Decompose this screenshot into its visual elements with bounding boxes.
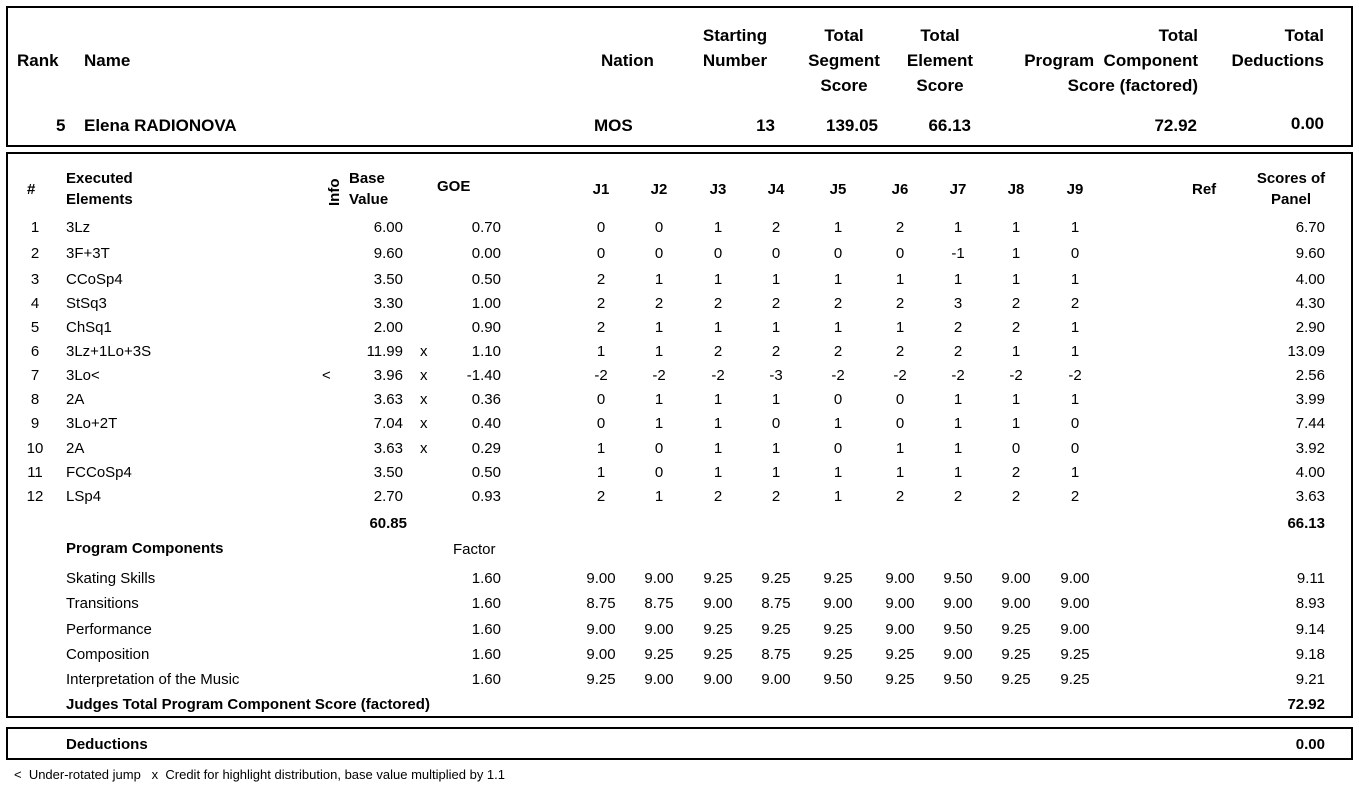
element-goe: 0.50 xyxy=(471,464,501,481)
element-base-value: 6.00 xyxy=(373,219,403,236)
component-judge-score: 9.00 xyxy=(885,595,915,612)
base-value-total: 60.85 xyxy=(369,515,407,532)
element-judge-score: 1 xyxy=(654,271,664,288)
element-judge-score: -1 xyxy=(951,245,965,262)
component-judge-score: 9.50 xyxy=(823,671,853,688)
element-judge-score: 2 xyxy=(771,219,781,236)
element-panel-score: 3.63 xyxy=(1295,488,1325,505)
element-highlight-flag: x xyxy=(420,343,428,360)
element-judge-score: 0 xyxy=(596,245,606,262)
component-judge-score: 9.25 xyxy=(1001,621,1031,638)
element-judge-score: 1 xyxy=(713,440,723,457)
component-judge-score: 9.00 xyxy=(586,621,616,638)
component-judge-score: 9.25 xyxy=(586,671,616,688)
element-judge-score: 2 xyxy=(596,295,606,312)
component-name: Interpretation of the Music xyxy=(66,671,240,688)
element-goe: 0.93 xyxy=(471,488,501,505)
element-judge-score: 1 xyxy=(713,271,723,288)
element-number: 5 xyxy=(30,319,40,336)
starting-number-value: 13 xyxy=(756,116,775,135)
element-number: 4 xyxy=(30,295,40,312)
element-judge-score: 1 xyxy=(1011,245,1021,262)
factor-header: Factor xyxy=(453,541,496,558)
element-goe: 1.10 xyxy=(471,343,501,360)
nation-value: MOS xyxy=(594,116,633,135)
element-code: 3F+3T xyxy=(66,245,110,262)
component-panel-score: 8.93 xyxy=(1295,595,1325,612)
element-judge-score: 0 xyxy=(771,415,781,432)
element-code: ChSq1 xyxy=(66,319,112,336)
component-factor: 1.60 xyxy=(471,621,501,638)
component-judge-score: 9.25 xyxy=(703,570,733,587)
component-judge-score: 9.00 xyxy=(644,671,674,688)
element-panel-score: 2.56 xyxy=(1295,367,1325,384)
component-judge-score: 9.25 xyxy=(885,646,915,663)
element-judge-score: 2 xyxy=(953,488,963,505)
element-judge-score: 1 xyxy=(1011,343,1021,360)
component-judge-score: 9.00 xyxy=(703,595,733,612)
element-goe: 0.50 xyxy=(471,271,501,288)
component-panel-score: 9.18 xyxy=(1295,646,1325,663)
element-judge-score: 2 xyxy=(953,343,963,360)
element-number: 12 xyxy=(26,488,44,505)
component-judge-score: 9.00 xyxy=(1001,570,1031,587)
element-base-value: 3.30 xyxy=(373,295,403,312)
element-judge-score: 2 xyxy=(953,319,963,336)
component-judge-score: 9.00 xyxy=(703,671,733,688)
component-judge-score: 9.25 xyxy=(1060,671,1090,688)
total-deductions-value: 0.00 xyxy=(1290,114,1324,133)
element-panel-score: 7.44 xyxy=(1295,415,1325,432)
element-judge-score: 1 xyxy=(1070,391,1080,408)
col-starting-header: Starting Number xyxy=(702,26,768,70)
element-judge-score: 1 xyxy=(1070,219,1080,236)
element-judge-score: 0 xyxy=(1070,415,1080,432)
element-judge-score: 2 xyxy=(713,488,723,505)
element-judge-score: 1 xyxy=(771,464,781,481)
element-highlight-flag: x xyxy=(420,415,428,432)
component-judge-score: 8.75 xyxy=(586,595,616,612)
element-judge-score: 3 xyxy=(953,295,963,312)
element-judge-score: 2 xyxy=(596,271,606,288)
element-base-value: 9.60 xyxy=(373,245,403,262)
element-judge-score: -2 xyxy=(893,367,907,384)
col-goe-header: GOE xyxy=(437,178,471,195)
component-judge-score: 9.25 xyxy=(761,570,791,587)
element-judge-score: 0 xyxy=(833,440,843,457)
element-judge-score: 0 xyxy=(654,219,664,236)
component-factor: 1.60 xyxy=(471,646,501,663)
element-judge-score: -2 xyxy=(1009,367,1023,384)
element-judge-score: 1 xyxy=(654,488,664,505)
component-panel-score: 9.14 xyxy=(1295,621,1325,638)
element-goe: 0.70 xyxy=(471,219,501,236)
program-components-title: Program Components xyxy=(66,540,224,557)
element-judge-score: 1 xyxy=(771,440,781,457)
element-code: CCoSp4 xyxy=(66,271,123,288)
col-tes-header: Total Element Score xyxy=(906,26,974,95)
component-judge-score: 9.50 xyxy=(943,621,973,638)
element-judge-score: 1 xyxy=(833,271,843,288)
element-base-value: 3.63 xyxy=(373,440,403,457)
element-goe: -1.40 xyxy=(466,367,501,384)
element-judge-score: 0 xyxy=(654,464,664,481)
element-judge-score: 2 xyxy=(713,295,723,312)
element-info: < xyxy=(322,367,331,384)
component-judge-score: 9.25 xyxy=(823,621,853,638)
component-factor: 1.60 xyxy=(471,570,501,587)
element-judge-score: 1 xyxy=(713,415,723,432)
element-panel-score: 2.90 xyxy=(1295,319,1325,336)
component-judge-score: 9.00 xyxy=(586,646,616,663)
element-judge-score: 1 xyxy=(953,415,963,432)
element-judge-score: 2 xyxy=(713,343,723,360)
col-name-header: Name xyxy=(84,51,131,70)
element-base-value: 2.70 xyxy=(373,488,403,505)
judge-header-9: J9 xyxy=(1066,181,1084,198)
element-base-value: 3.96 xyxy=(373,367,403,384)
element-judge-score: 0 xyxy=(895,245,905,262)
col-tss-header: Total Segment Score xyxy=(808,26,880,95)
element-judge-score: 1 xyxy=(1011,391,1021,408)
element-judge-score: 1 xyxy=(713,464,723,481)
element-judge-score: 1 xyxy=(953,440,963,457)
element-base-value: 3.50 xyxy=(373,464,403,481)
element-judge-score: 2 xyxy=(1011,488,1021,505)
element-goe: 0.36 xyxy=(471,391,501,408)
element-judge-score: 0 xyxy=(654,440,664,457)
skater-name: Elena RADIONOVA xyxy=(84,116,237,135)
judges-total-pcs-label: Judges Total Program Component Score (factored) xyxy=(66,696,430,713)
component-judge-score: 9.50 xyxy=(943,570,973,587)
deductions-value: 0.00 xyxy=(1295,736,1325,753)
element-judge-score: 1 xyxy=(833,219,843,236)
element-judge-score: 1 xyxy=(1011,271,1021,288)
element-number: 3 xyxy=(30,271,40,288)
judge-header-1: J1 xyxy=(592,181,610,198)
element-judge-score: 2 xyxy=(833,343,843,360)
component-judge-score: 9.00 xyxy=(885,570,915,587)
col-pcs-header: Total Program Component Score (factored) xyxy=(1024,26,1198,95)
element-base-value: 11.99 xyxy=(366,343,403,360)
component-judge-score: 9.00 xyxy=(943,595,973,612)
element-judge-score: 1 xyxy=(1011,219,1021,236)
element-highlight-flag: x xyxy=(420,367,428,384)
component-judge-score: 9.00 xyxy=(644,621,674,638)
col-nation-header: Nation xyxy=(601,51,654,70)
element-judge-score: 1 xyxy=(833,464,843,481)
judge-header-4: J4 xyxy=(767,181,785,198)
component-judge-score: 9.00 xyxy=(1060,570,1090,587)
element-judge-score: -2 xyxy=(831,367,845,384)
element-judge-score: 1 xyxy=(833,488,843,505)
element-judge-score: 1 xyxy=(596,343,606,360)
element-judge-score: 1 xyxy=(1070,464,1080,481)
component-judge-score: 9.00 xyxy=(644,570,674,587)
component-panel-score: 9.21 xyxy=(1295,671,1325,688)
component-judge-score: 9.25 xyxy=(761,621,791,638)
col-panel-header: Scores of Panel xyxy=(1256,170,1326,208)
element-panel-score: 9.60 xyxy=(1295,245,1325,262)
element-judge-score: 1 xyxy=(771,271,781,288)
element-judge-score: -3 xyxy=(769,367,783,384)
element-judge-score: 2 xyxy=(895,343,905,360)
element-judge-score: 2 xyxy=(895,295,905,312)
element-base-value: 7.04 xyxy=(373,415,403,432)
element-judge-score: 1 xyxy=(771,391,781,408)
element-judge-score: 1 xyxy=(953,391,963,408)
element-judge-score: 1 xyxy=(1070,319,1080,336)
element-code: 2A xyxy=(66,440,85,457)
footnote: < Under-rotated jump x Credit for highlight distribution, base value multiplied by 1.1 xyxy=(14,767,506,782)
component-judge-score: 9.50 xyxy=(943,671,973,688)
element-goe: 1.00 xyxy=(471,295,501,312)
element-judge-score: 0 xyxy=(654,245,664,262)
element-judge-score: 1 xyxy=(654,343,664,360)
element-code: 3Lo< xyxy=(66,367,100,384)
element-code: 2A xyxy=(66,391,85,408)
element-judge-score: 0 xyxy=(895,391,905,408)
element-judge-score: 1 xyxy=(713,391,723,408)
element-panel-score: 4.30 xyxy=(1295,295,1325,312)
element-judge-score: 2 xyxy=(1011,319,1021,336)
element-judge-score: 0 xyxy=(1011,440,1021,457)
element-code: FCCoSp4 xyxy=(66,464,132,481)
element-base-value: 3.50 xyxy=(373,271,403,288)
component-name: Transitions xyxy=(66,595,139,612)
element-panel-score: 6.70 xyxy=(1295,219,1325,236)
element-number: 8 xyxy=(30,391,40,408)
element-number: 9 xyxy=(30,415,40,432)
element-judge-score: 1 xyxy=(1070,343,1080,360)
element-judge-score: 1 xyxy=(895,319,905,336)
col-ded-header: Total Deductions xyxy=(1231,26,1324,70)
component-judge-score: 9.25 xyxy=(703,646,733,663)
component-judge-score: 9.00 xyxy=(823,595,853,612)
element-number: 2 xyxy=(30,245,40,262)
element-base-value: 2.00 xyxy=(373,319,403,336)
element-code: StSq3 xyxy=(66,295,107,312)
element-judge-score: 1 xyxy=(713,319,723,336)
component-judge-score: 9.25 xyxy=(823,646,853,663)
element-judge-score: -2 xyxy=(951,367,965,384)
element-judge-score: 1 xyxy=(654,391,664,408)
deductions-box xyxy=(6,727,1353,760)
element-judge-score: 1 xyxy=(771,319,781,336)
element-code: 3Lz xyxy=(66,219,91,236)
component-judge-score: 9.00 xyxy=(586,570,616,587)
component-judge-score: 9.25 xyxy=(1001,671,1031,688)
element-judge-score: 0 xyxy=(596,219,606,236)
element-judge-score: 2 xyxy=(771,295,781,312)
element-judge-score: 2 xyxy=(1011,464,1021,481)
element-judge-score: 2 xyxy=(596,488,606,505)
component-judge-score: 8.75 xyxy=(761,646,791,663)
element-judge-score: 1 xyxy=(833,415,843,432)
judge-header-2: J2 xyxy=(650,181,668,198)
element-number: 6 xyxy=(30,343,40,360)
element-panel-score: 4.00 xyxy=(1295,271,1325,288)
col-ref-header: Ref xyxy=(1192,181,1217,198)
element-goe: 0.29 xyxy=(471,440,501,457)
col-info-header: Info xyxy=(326,178,343,206)
element-judge-score: 2 xyxy=(596,319,606,336)
element-code: LSp4 xyxy=(66,488,102,505)
component-judge-score: 9.00 xyxy=(1060,595,1090,612)
element-judge-score: -2 xyxy=(652,367,666,384)
element-panel-score: 4.00 xyxy=(1295,464,1325,481)
element-judge-score: 0 xyxy=(1070,440,1080,457)
component-judge-score: 9.00 xyxy=(1001,595,1031,612)
element-number: 7 xyxy=(30,367,40,384)
element-judge-score: -2 xyxy=(594,367,608,384)
element-judge-score: 2 xyxy=(771,343,781,360)
element-judge-score: 1 xyxy=(654,319,664,336)
judge-header-7: J7 xyxy=(949,181,967,198)
component-judge-score: 9.25 xyxy=(644,646,674,663)
element-judge-score: 2 xyxy=(1011,295,1021,312)
element-judge-score: 0 xyxy=(895,415,905,432)
element-judge-score: 2 xyxy=(1070,488,1080,505)
component-judge-score: 9.00 xyxy=(761,671,791,688)
element-judge-score: 2 xyxy=(895,488,905,505)
element-judge-score: 1 xyxy=(713,219,723,236)
element-code: 3Lz+1Lo+3S xyxy=(66,343,152,360)
component-factor: 1.60 xyxy=(471,595,501,612)
component-judge-score: 9.00 xyxy=(943,646,973,663)
judge-header-3: J3 xyxy=(709,181,727,198)
total-pcs-value: 72.92 xyxy=(1154,116,1197,135)
component-judge-score: 9.00 xyxy=(885,621,915,638)
element-judge-score: 2 xyxy=(833,295,843,312)
component-name: Skating Skills xyxy=(66,570,156,587)
element-judge-score: 1 xyxy=(953,271,963,288)
deductions-label: Deductions xyxy=(66,736,148,753)
component-judge-score: 9.25 xyxy=(823,570,853,587)
rank-value: 5 xyxy=(56,116,66,135)
col-base-header: Base Value xyxy=(349,170,389,208)
panel-total: 66.13 xyxy=(1287,515,1325,532)
element-base-value: 3.63 xyxy=(373,391,403,408)
element-judge-score: 1 xyxy=(895,271,905,288)
component-factor: 1.60 xyxy=(471,671,501,688)
element-judge-score: 0 xyxy=(596,415,606,432)
element-goe: 0.00 xyxy=(471,245,501,262)
element-number: 1 xyxy=(30,219,40,236)
judges-total-pcs-value: 72.92 xyxy=(1287,696,1325,713)
component-judge-score: 9.25 xyxy=(885,671,915,688)
col-num-header: # xyxy=(27,181,36,198)
element-judge-score: 0 xyxy=(771,245,781,262)
element-judge-score: -2 xyxy=(1068,367,1082,384)
element-judge-score: 0 xyxy=(713,245,723,262)
element-judge-score: 1 xyxy=(895,464,905,481)
judge-header-8: J8 xyxy=(1007,181,1025,198)
element-highlight-flag: x xyxy=(420,440,428,457)
col-elements-header: Executed Elements xyxy=(66,170,133,208)
judge-header-6: J6 xyxy=(891,181,909,198)
element-number: 11 xyxy=(27,464,43,481)
element-judge-score: 1 xyxy=(895,440,905,457)
element-panel-score: 3.92 xyxy=(1295,440,1325,457)
element-judge-score: 1 xyxy=(953,464,963,481)
element-number: 10 xyxy=(26,440,44,457)
element-goe: 0.40 xyxy=(471,415,501,432)
total-segment-score-value: 139.05 xyxy=(826,116,878,135)
total-element-score-value: 66.13 xyxy=(928,116,971,135)
component-judge-score: 9.25 xyxy=(1060,646,1090,663)
element-judge-score: 2 xyxy=(771,488,781,505)
element-judge-score: 1 xyxy=(654,415,664,432)
judge-header-5: J5 xyxy=(829,181,847,198)
element-goe: 0.90 xyxy=(471,319,501,336)
component-judge-score: 9.00 xyxy=(1060,621,1090,638)
element-judge-score: -2 xyxy=(711,367,725,384)
element-judge-score: 1 xyxy=(596,440,606,457)
component-judge-score: 9.25 xyxy=(703,621,733,638)
element-judge-score: 1 xyxy=(1070,271,1080,288)
component-name: Performance xyxy=(66,621,152,638)
element-judge-score: 1 xyxy=(596,464,606,481)
element-judge-score: 2 xyxy=(895,219,905,236)
element-judge-score: 0 xyxy=(833,245,843,262)
element-highlight-flag: x xyxy=(420,391,428,408)
component-judge-score: 8.75 xyxy=(761,595,791,612)
element-judge-score: 1 xyxy=(953,219,963,236)
element-judge-score: 0 xyxy=(833,391,843,408)
element-code: 3Lo+2T xyxy=(66,415,118,432)
element-panel-score: 13.09 xyxy=(1287,343,1325,360)
element-judge-score: 1 xyxy=(1011,415,1021,432)
component-name: Composition xyxy=(66,646,150,663)
component-judge-score: 9.25 xyxy=(1001,646,1031,663)
element-judge-score: 0 xyxy=(596,391,606,408)
element-panel-score: 3.99 xyxy=(1295,391,1325,408)
element-judge-score: 1 xyxy=(833,319,843,336)
element-judge-score: 0 xyxy=(1070,245,1080,262)
col-rank-header: Rank xyxy=(17,51,59,70)
element-judge-score: 2 xyxy=(1070,295,1080,312)
component-judge-score: 8.75 xyxy=(644,595,674,612)
component-panel-score: 9.11 xyxy=(1296,570,1325,587)
element-judge-score: 2 xyxy=(654,295,664,312)
